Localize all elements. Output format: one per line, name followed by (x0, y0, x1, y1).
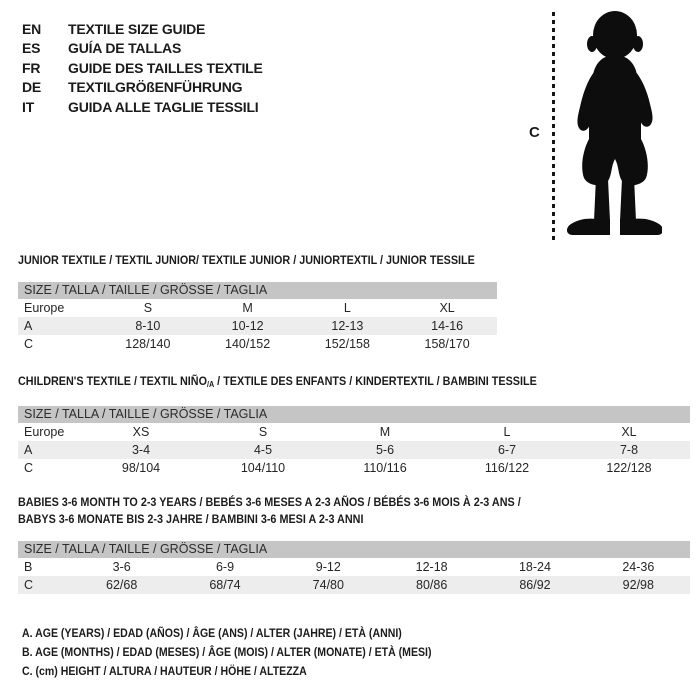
size-value-cell: 10-12 (198, 317, 298, 335)
size-header-row (18, 406, 690, 423)
footnote-age-months: B. AGE (MONTHS) / EDAD (MESES) / ÂGE (MOIS) / ALTER (MONATE) / ETÀ (MESI) (22, 645, 432, 659)
size-value-cell: 122/128 (606, 461, 652, 475)
size-value-cell: 4-5 (202, 441, 324, 459)
size-value-cell: 14-16 (397, 317, 497, 335)
size-value-cell: XS (132, 425, 150, 440)
title-text: BABYS 3-6 MONATE BIS 2-3 JAHRE / BAMBINI 3-6 MESI A 2-3 ANNI (18, 512, 364, 526)
childrens-textile-section (18, 373, 690, 477)
size-value-cell: 116/122 (484, 461, 530, 475)
table-row (18, 558, 690, 576)
size-value-cell: 140/152 (225, 337, 271, 351)
size-value-cell: 92/98 (587, 576, 690, 594)
row-label: A (18, 317, 98, 335)
size-value-cell: M (242, 301, 253, 316)
language-title: TEXTILE SIZE GUIDE (68, 21, 206, 37)
size-header-label: SIZE / TALLA / TAILLE / GRÖSSE / TAGLIA (18, 406, 690, 423)
size-value-cell: 3-4 (80, 441, 202, 459)
childrens-textile-title (18, 373, 690, 393)
table-title-line (18, 494, 623, 511)
toddler-silhouette (562, 9, 662, 239)
row-label: C (24, 461, 34, 475)
junior-size-table (18, 282, 497, 353)
title-text: / TEXTILE DES ENFANTS / KINDERTEXTIL / BAMBINI TESSILE (214, 374, 537, 388)
size-value-cell: 6-7 (446, 441, 568, 459)
footnote-age-years: A. AGE (YEARS) / EDAD (AÑOS) / ÂGE (ANS) / ALTER (JAHRE) / ETÀ (ANNI) (22, 626, 402, 640)
size-value-cell: XL (439, 301, 455, 316)
size-value-cell: S (143, 301, 153, 316)
size-header-label: SIZE / TALLA / TAILLE / GRÖSSE / TAGLIA (18, 541, 690, 558)
language-row (22, 98, 263, 117)
size-value-cell: 62/68 (70, 576, 173, 594)
language-code: DE (22, 79, 42, 96)
size-header-row (18, 282, 497, 299)
size-value-cell: L (343, 301, 351, 316)
language-title: TEXTILGRÖßENFÜHRUNG (68, 79, 243, 96)
language-row (22, 59, 263, 78)
language-row (22, 20, 263, 39)
table-title-line (18, 373, 623, 393)
size-value-cell: 110/116 (363, 461, 407, 475)
table-row (18, 576, 690, 594)
title-subscript: /A (206, 380, 215, 389)
table-row (18, 459, 690, 477)
size-value-cell: 5-6 (324, 441, 446, 459)
babies-textile-section (18, 494, 690, 594)
table-title-line (18, 511, 623, 528)
table-row (18, 423, 690, 441)
size-value-cell: 24-36 (622, 560, 655, 575)
size-value-cell: 98/104 (121, 461, 161, 475)
language-row (22, 78, 263, 97)
row-label: B (24, 560, 33, 575)
babies-textile-title (18, 494, 690, 528)
table-title-line (18, 252, 475, 269)
language-code: EN (22, 21, 42, 37)
table-row (18, 299, 497, 317)
title-text: BABIES 3-6 MONTH TO 2-3 YEARS / BEBÉS 3-6 MESES A 2-3 AÑOS / BÉBÉS 3-6 MOIS À 2-3 ANS / (18, 495, 521, 509)
language-code: ES (22, 40, 41, 57)
footnotes (22, 624, 487, 681)
row-label: Europe (24, 301, 65, 316)
size-value-cell: 9-12 (315, 560, 341, 575)
size-value-cell: 158/170 (424, 337, 470, 351)
size-value-cell: 3-6 (112, 560, 131, 575)
title-text: CHILDREN'S TEXTILE / TEXTIL NIÑO (18, 374, 207, 388)
row-label: C (24, 337, 34, 351)
language-title: GUÍA DE TALLAS (68, 40, 182, 57)
size-value-cell: XL (621, 425, 637, 440)
size-value-cell: 80/86 (380, 576, 483, 594)
size-value-cell: 128/140 (125, 337, 171, 351)
size-value-cell: 74/80 (277, 576, 380, 594)
table-row (18, 335, 497, 353)
size-value-cell: 7-8 (568, 441, 690, 459)
language-row (22, 39, 263, 58)
size-value-cell: L (503, 425, 511, 440)
childrens-size-table (18, 406, 690, 477)
row-label: Europe (24, 425, 65, 440)
row-label: A (18, 441, 80, 459)
language-code: IT (22, 98, 35, 115)
title-text: JUNIOR TEXTILE / TEXTIL JUNIOR/ TEXTILE JUNIOR / JUNIORTEXTIL / JUNIOR TESSILE (18, 253, 475, 267)
size-header-label: SIZE / TALLA / TAILLE / GRÖSSE / TAGLIA (18, 282, 497, 299)
language-title: GUIDE DES TAILLES TEXTILE (68, 59, 263, 76)
babies-size-table (18, 541, 690, 594)
junior-textile-title (18, 252, 497, 269)
size-value-cell: 86/92 (483, 576, 586, 594)
size-value-cell: M (379, 425, 391, 440)
size-value-cell: 12-13 (298, 317, 398, 335)
footnote-height-cm: C. (cm) HEIGHT / ALTURA / HAUTEUR / HÖHE / ALTEZZA (22, 664, 307, 678)
size-value-cell: 8-10 (98, 317, 198, 335)
language-code: FR (22, 59, 41, 76)
language-title: GUIDA ALLE TAGLIE TESSILI (68, 98, 259, 115)
size-value-cell: 6-9 (215, 560, 235, 575)
height-measure-label: C (529, 124, 540, 141)
table-row (18, 317, 497, 335)
height-dashed-line (552, 12, 555, 241)
size-value-cell: 104/110 (240, 461, 286, 475)
size-value-cell: 152/158 (324, 337, 370, 351)
size-value-cell: 12-18 (415, 560, 448, 575)
size-value-cell: 18-24 (518, 560, 551, 575)
row-label: C (18, 576, 70, 594)
junior-textile-section (18, 252, 497, 353)
table-row (18, 441, 690, 459)
size-header-row (18, 541, 690, 558)
size-value-cell: S (258, 425, 268, 440)
size-value-cell: 68/74 (173, 576, 276, 594)
language-list (22, 20, 263, 117)
